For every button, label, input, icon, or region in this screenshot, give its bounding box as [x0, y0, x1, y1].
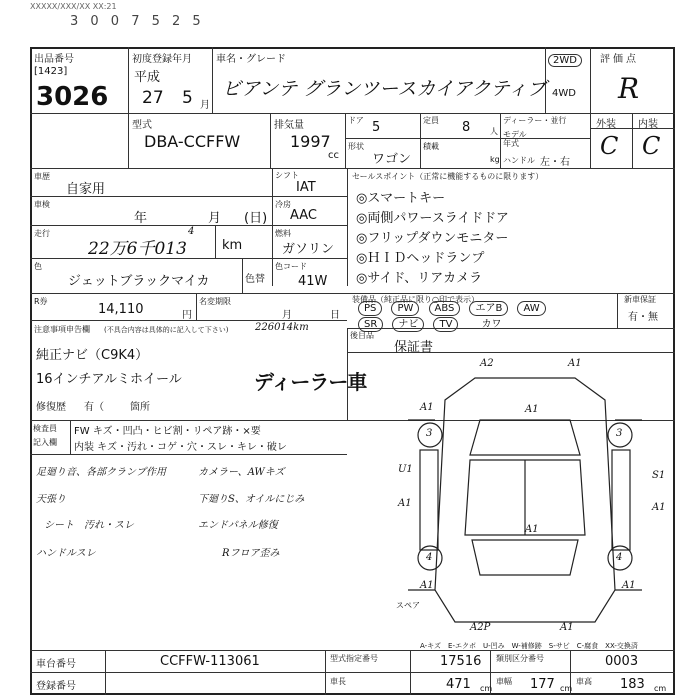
damage-mark: A1	[525, 524, 539, 535]
inspector-row-2: 内装 キズ・汚れ・コゲ・穴・スレ・キレ・破レ	[74, 442, 287, 453]
sales-point-item: ◎サイド、リアカメラ	[356, 271, 483, 286]
score-label: 評価点	[600, 54, 639, 65]
model-code-label: 型式指定番号	[330, 654, 378, 663]
repair-label: 修復歴	[36, 402, 66, 413]
dealer-label: ディーラー・並行	[503, 116, 567, 125]
color-label: 色	[34, 262, 42, 271]
lot-number: 3026	[36, 82, 109, 112]
recycle-value: 14,110	[98, 302, 144, 317]
capacity-label: 定員	[423, 116, 439, 125]
damage-mark: A1	[525, 404, 539, 415]
doors-value: 5	[372, 120, 381, 135]
damage-mark: A1	[398, 498, 412, 509]
shift-label: シフト	[275, 171, 299, 180]
model-code: 17516	[440, 654, 482, 669]
model-value: DBA-CCFFW	[144, 132, 241, 151]
equip-ps: PS	[358, 301, 382, 316]
inspection-month: 月	[208, 211, 222, 226]
hand-note-left: シート 汚れ・スレ	[44, 520, 134, 531]
kg-unit: kg	[490, 155, 500, 164]
length-value: 471	[446, 677, 471, 692]
damage-mark: A1	[652, 502, 666, 513]
history-label: 車歴	[34, 172, 50, 181]
notes-label: 注意事項申告欄	[34, 325, 90, 334]
sales-points-label: セールスポイント（正常に機能するものに限ります）	[352, 172, 544, 181]
model-year-label: モデル年式	[503, 130, 527, 148]
first-reg-label: 初度登録年月	[132, 54, 192, 65]
mileage-handwritten: 226014km	[255, 322, 309, 333]
km-unit: km	[222, 238, 243, 253]
sales-point-item: ◎ＨＩＤヘッドランプ	[356, 251, 485, 266]
width-unit: cm	[560, 684, 573, 693]
drive-4wd: 4WD	[552, 88, 576, 99]
inspector-label: 検査員	[33, 424, 57, 433]
mileage-label: 走行	[34, 229, 50, 238]
inspection-year: 年	[134, 211, 148, 226]
capacity-unit: 人	[490, 127, 498, 136]
repair-value: 有（	[84, 402, 104, 413]
reg-year: 27	[142, 88, 164, 108]
displacement-label: 排気量	[274, 120, 304, 131]
width-label: 車幅	[496, 677, 512, 686]
equip-airbag: エアB	[469, 301, 508, 316]
inspection-label: 車検	[34, 200, 50, 209]
width-value: 177	[530, 677, 555, 692]
hand-note-right: エンドパネル修復	[198, 520, 278, 531]
rear-window-outline	[472, 540, 578, 575]
equipment-label: 装備品（純正品に限り○印で表示）	[352, 295, 479, 304]
damage-mark: U1	[398, 464, 413, 475]
shape-value: ワゴン	[372, 152, 412, 167]
length-unit: cm	[480, 684, 493, 693]
height-value: 183	[620, 677, 645, 692]
print-timestamp: XXXXX/XXX/XX XX:21	[30, 2, 117, 11]
fuel-value: ガソリン	[282, 242, 335, 257]
hand-note-right: Rフロア歪み	[222, 548, 280, 559]
damage-mark: S1	[652, 470, 666, 481]
load-label: 積載	[423, 142, 439, 151]
warranty-book: 保証書	[394, 340, 434, 355]
note-nav: 純正ナビ（C9K4）	[36, 348, 149, 363]
color-code-label: 色コード	[275, 262, 307, 271]
hand-note-left: 天張り	[36, 494, 66, 505]
shift-value: IAT	[296, 180, 316, 195]
repair-count: 箇所	[130, 402, 150, 413]
damage-mark: 4	[616, 552, 623, 563]
equip-aw: AW	[517, 301, 545, 316]
history-value: 自家用	[66, 182, 106, 197]
cc-unit: cc	[328, 150, 339, 161]
notes-sub: (不具合内容は具体的に記入して下さい)	[104, 326, 229, 334]
name-change-month: 月	[282, 310, 292, 321]
interior-grade: C	[642, 132, 661, 160]
recycle-label: R券	[34, 297, 48, 306]
equip-leather: カワ	[481, 319, 502, 330]
lot-sub: [1423]	[34, 66, 68, 77]
mileage-note: 4	[188, 226, 195, 237]
capacity-value: 8	[462, 120, 471, 135]
category-label: 類別区分番号	[496, 654, 544, 663]
new-car-warranty: 有・無	[628, 312, 658, 323]
sales-point-item: ◎フリップダウンモニター	[356, 231, 509, 246]
ac-value: AAC	[290, 208, 317, 223]
spare-label: スペア	[396, 601, 420, 610]
damage-mark: 3	[616, 428, 623, 439]
chassis-number: CCFFW-113061	[160, 654, 260, 669]
height-unit: cm	[654, 684, 667, 693]
chassis-label: 車台番号	[36, 659, 76, 670]
note-wheels: 16インチアルミホイール	[36, 372, 182, 387]
windshield-outline	[470, 420, 580, 455]
damage-mark: A1	[420, 580, 434, 591]
damage-mark: A1	[568, 358, 582, 369]
inspector-row-1: FW キズ・凹凸・ヒビ割・リペア跡・×要	[74, 426, 261, 437]
shape-label: 形状	[348, 142, 364, 151]
name-change-label: 名変期限	[199, 297, 231, 306]
hand-note-left: ハンドルスレ	[36, 548, 96, 559]
new-car-warranty-label: 新車保証	[624, 295, 656, 304]
damage-mark: A1	[420, 402, 434, 413]
model-label: 型式	[132, 120, 152, 131]
color-code-value: 41W	[298, 274, 328, 289]
height-label: 車高	[576, 677, 592, 686]
equipment-row-2	[358, 312, 502, 332]
name-change-day: 日	[330, 310, 340, 321]
month-unit: 月	[200, 100, 210, 111]
car-name-label: 車名・グレード	[216, 54, 286, 65]
equip-pw: PW	[391, 301, 419, 316]
doors-label: ドア	[348, 116, 364, 125]
dealer-stamp: ディーラー車	[254, 370, 367, 394]
ac-label: 冷房	[275, 200, 291, 209]
inspection-day: (日)	[244, 211, 268, 226]
lot-label: 出品番号	[34, 54, 74, 65]
displacement-value: 1997	[290, 132, 331, 151]
reg-month: 5	[182, 88, 193, 108]
exterior-grade: C	[600, 132, 619, 160]
damage-mark: A1	[622, 580, 636, 591]
color-change-label: 色替	[245, 274, 265, 285]
faint-number: 3 0 0 7 5 2 5	[70, 14, 205, 29]
category-number: 0003	[605, 654, 639, 669]
exterior-label: 外装	[596, 119, 616, 130]
damage-mark: A2	[480, 358, 494, 369]
score-value: R	[618, 72, 640, 105]
era: 平成	[134, 70, 161, 85]
hand-note-right: カメラー、AWキズ	[198, 467, 285, 478]
inspector-label-2: 記入欄	[33, 438, 57, 447]
registration-label: 登録番号	[36, 681, 76, 692]
hand-note-left: 足廻り音、各部クランプ作用	[36, 467, 166, 478]
sales-point-item: ◎スマートキー	[356, 191, 446, 206]
car-name: ビアンテ グランツースカイアクティブ	[222, 78, 547, 100]
equip-tv: TV	[433, 317, 458, 332]
interior-label: 内装	[638, 119, 658, 130]
length-label: 車長	[330, 677, 346, 686]
equip-abs: ABS	[429, 301, 461, 316]
handle-label: ハンドル	[503, 156, 535, 165]
damage-mark: A2P	[470, 622, 491, 633]
fuel-label: 燃料	[275, 229, 291, 238]
drive-2wd: 2WD	[548, 54, 582, 67]
handle-value: 左・右	[540, 157, 570, 168]
damage-mark: 4	[426, 552, 433, 563]
sales-point-item: ◎両側パワースライドドア	[356, 211, 509, 226]
damage-mark: 3	[426, 428, 433, 439]
after-parts-label: 後目品	[350, 331, 374, 340]
equip-navi: ナビ	[392, 317, 424, 332]
damage-mark: A1	[560, 622, 574, 633]
color-value: ジェットブラックマイカ	[68, 274, 210, 289]
mileage-value: 22万6千013	[88, 239, 187, 259]
damage-legend: A-キズ E-エクボ U-凹み W-補修跡 S-サビ C-腐食 XX-交換済	[420, 642, 638, 650]
hand-note-right: 下廻りS、オイルにじみ	[198, 494, 305, 505]
recycle-unit: 円	[182, 310, 192, 321]
equip-sr: SR	[358, 317, 383, 332]
